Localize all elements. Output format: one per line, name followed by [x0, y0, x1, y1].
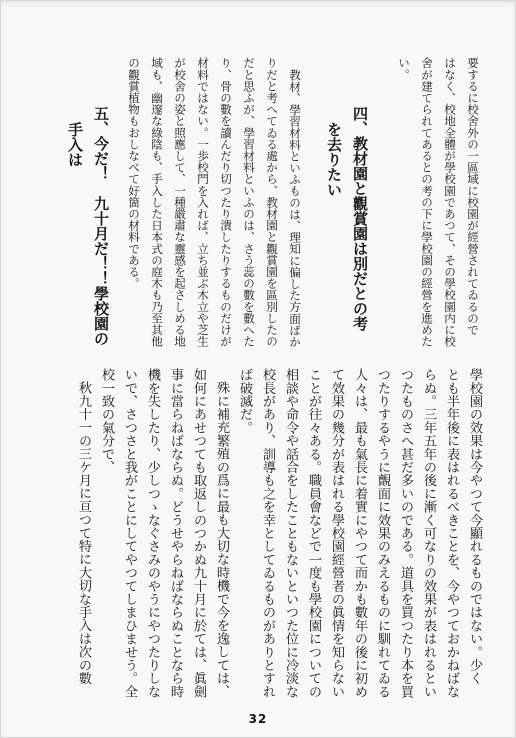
text-line: て效果の幾分が表はれる學校園經營者の眞情を知らない — [329, 368, 344, 698]
text-line: 校長があり、訓導も之を幸としてゐるものがありとすれ — [260, 368, 275, 698]
text-line: 材料ではない。一歩校門を入れば、立ち並ぶ木立や芝生 — [196, 57, 210, 347]
text-line: が校舍の姿と照應して、一種嚴肅な靈感を起さしめる地 — [173, 57, 187, 347]
page-number: 32 — [248, 712, 268, 726]
text-line: らぬ。三年五年の後に漸く可なりの效果が表はれるとい — [421, 368, 436, 698]
section-5-heading-cont: 手入は — [66, 122, 84, 167]
text-line: いで、さつさと我がことにしてやつてしまひませう。全 — [122, 368, 137, 698]
text-line: ば破滅だ。 — [237, 368, 252, 434]
text-line: 舍が建てられてあるとの考の下に學校園の經營を進めた — [420, 57, 434, 347]
text-line: つたものさへ甚だ多いのである。道具を買つたり本を買 — [398, 368, 413, 698]
text-line: ことが往々ある。職員會などで一度も學校園についての — [306, 368, 321, 698]
text-line: 事に當らねばならぬ。どうせやらねばならぬことなら時 — [168, 368, 183, 698]
text-line: 要するに校舍外の一區域に校園が經營されてゐるので — [466, 57, 480, 336]
text-line: 教材、學習材料といふものは、理知に偏した方面ばか — [288, 68, 302, 347]
text-line: とも半年後に表はれるべきことを、今やつておかねばな — [444, 368, 459, 698]
text-line: 人々は、最も氣長に着實にやつて而かも數年の後に初め — [352, 368, 367, 698]
text-line: 域も、幽邃な綠陰も、手入した日本式の庭木も乃至其他 — [150, 57, 164, 347]
text-line: 殊に補充繁殖の爲に最も大切な時機で今を逸しては、 — [214, 381, 229, 698]
text-line: 秋九十一の三ケ月に亘つて特に大切な手入は次の數 — [76, 381, 91, 685]
section-5-heading: 五、今だ！ 九十月だ！！學校園の — [92, 106, 110, 346]
text-line: の觀賞植物もおしなべて好箇の材料である。 — [127, 57, 141, 289]
text-line: だと思ふが、學習材料といふのは、さう蕊の數を數へた — [242, 57, 256, 347]
section-4-heading: 四、教材園と觀賞園は別だとの考 — [351, 106, 369, 331]
text-line: 學校園の效果は今やつて今顯れるものではない。少く — [467, 368, 482, 685]
text-line: 機を失したり、少しつゝなぐさみのやうにやつたりしな — [145, 368, 160, 698]
text-line: 如何にあせつても取返しのつかぬ九十月に於ては、眞劍 — [191, 368, 206, 698]
text-line: つたりするやうに覿面に效果のみえるものに馴れてゐる — [375, 368, 390, 698]
text-line: り、骨の數を讀んだり切つたり潰したりするものだけが — [219, 57, 233, 347]
text-line: い。 — [397, 57, 411, 81]
text-line: りだと考へてゐる處から、教材園と觀賞園を區別したの — [265, 57, 279, 347]
text-line: はなく、校地全體が學校園であつて、その學校園内に校 — [443, 57, 457, 347]
section-4-heading-cont: を去りたい — [325, 122, 343, 197]
text-line: 相談や命令や話合をしたこともないといつた位に冷淡な — [283, 368, 298, 698]
text-line: 校一致の氣分で、 — [99, 368, 114, 474]
